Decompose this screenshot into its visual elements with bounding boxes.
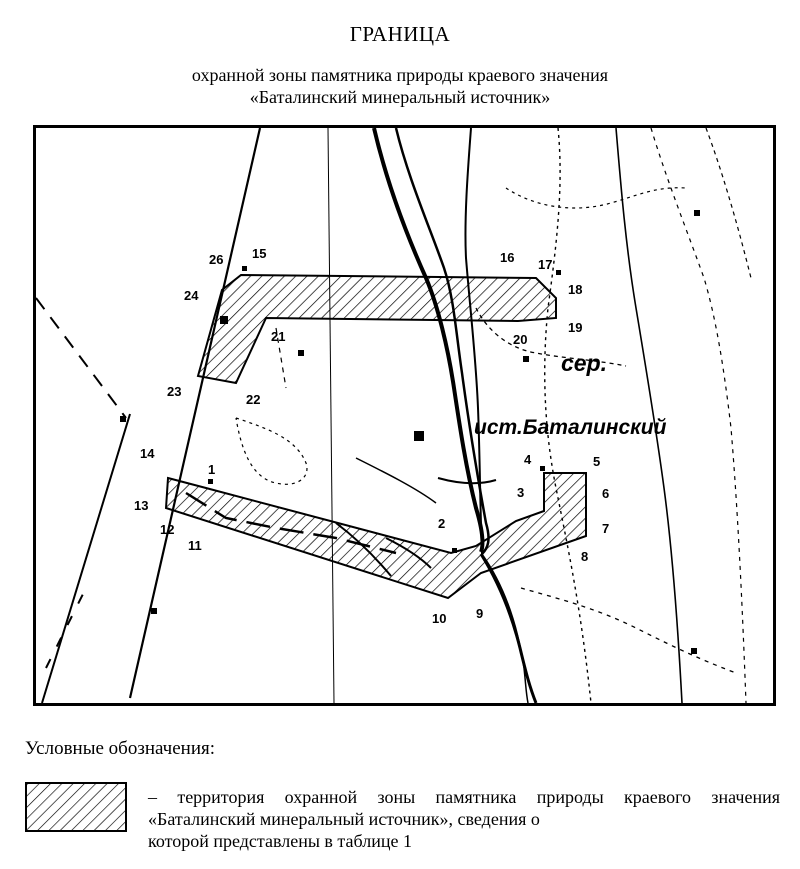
point-label-15: 15 (252, 246, 267, 261)
point-label-5: 5 (593, 454, 601, 469)
point-label-1: 1 (208, 462, 216, 477)
point-label-7: 7 (602, 521, 610, 536)
legend-text-line-1: – территория охранной зоны памятника природы краевого (148, 787, 692, 807)
point-label-3: 3 (517, 485, 525, 500)
point-label-22: 22 (246, 392, 261, 407)
point-label-24: 24 (184, 288, 199, 303)
legend-title: Условные обозначения: (25, 738, 216, 759)
page-subtitle-line-1: охранной зоны памятника природы краевого значения (191, 65, 609, 85)
page-subtitle-line-2: «Баталинский минеральный источник» (249, 87, 551, 107)
legend-item-description (148, 786, 780, 852)
point-label-6: 6 (602, 486, 610, 501)
legend-hatch-swatch (25, 782, 127, 832)
map-label-abbr: сер. (561, 350, 608, 376)
point-label-12: 12 (160, 522, 175, 537)
point-label-2: 2 (438, 516, 446, 531)
point-label-18: 18 (568, 282, 583, 297)
point-label-14: 14 (140, 446, 155, 461)
point-label-10: 10 (432, 611, 447, 626)
point-label-16: 16 (500, 250, 515, 265)
point-label-11: 11 (188, 538, 202, 553)
point-label-21: 21 (271, 329, 286, 344)
page-title: ГРАНИЦА (349, 22, 451, 46)
map-label-station: ист.Баталинский (474, 416, 667, 439)
legend-text-line-2: значения «Баталинский минеральный источник», сведения о (148, 787, 780, 829)
topographic-map (33, 125, 776, 706)
point-label-19: 19 (568, 320, 583, 335)
legend-text-line-3: которой представлены в таблице 1 (148, 831, 412, 851)
point-label-23: 23 (167, 384, 182, 399)
point-label-4: 4 (524, 452, 532, 467)
point-label-13: 13 (134, 498, 149, 513)
point-label-20: 20 (513, 332, 528, 347)
protection-zone-north (198, 275, 556, 383)
point-label-26: 26 (209, 252, 224, 267)
point-label-17: 17 (538, 257, 553, 272)
point-label-9: 9 (476, 606, 484, 621)
point-label-8: 8 (581, 549, 589, 564)
